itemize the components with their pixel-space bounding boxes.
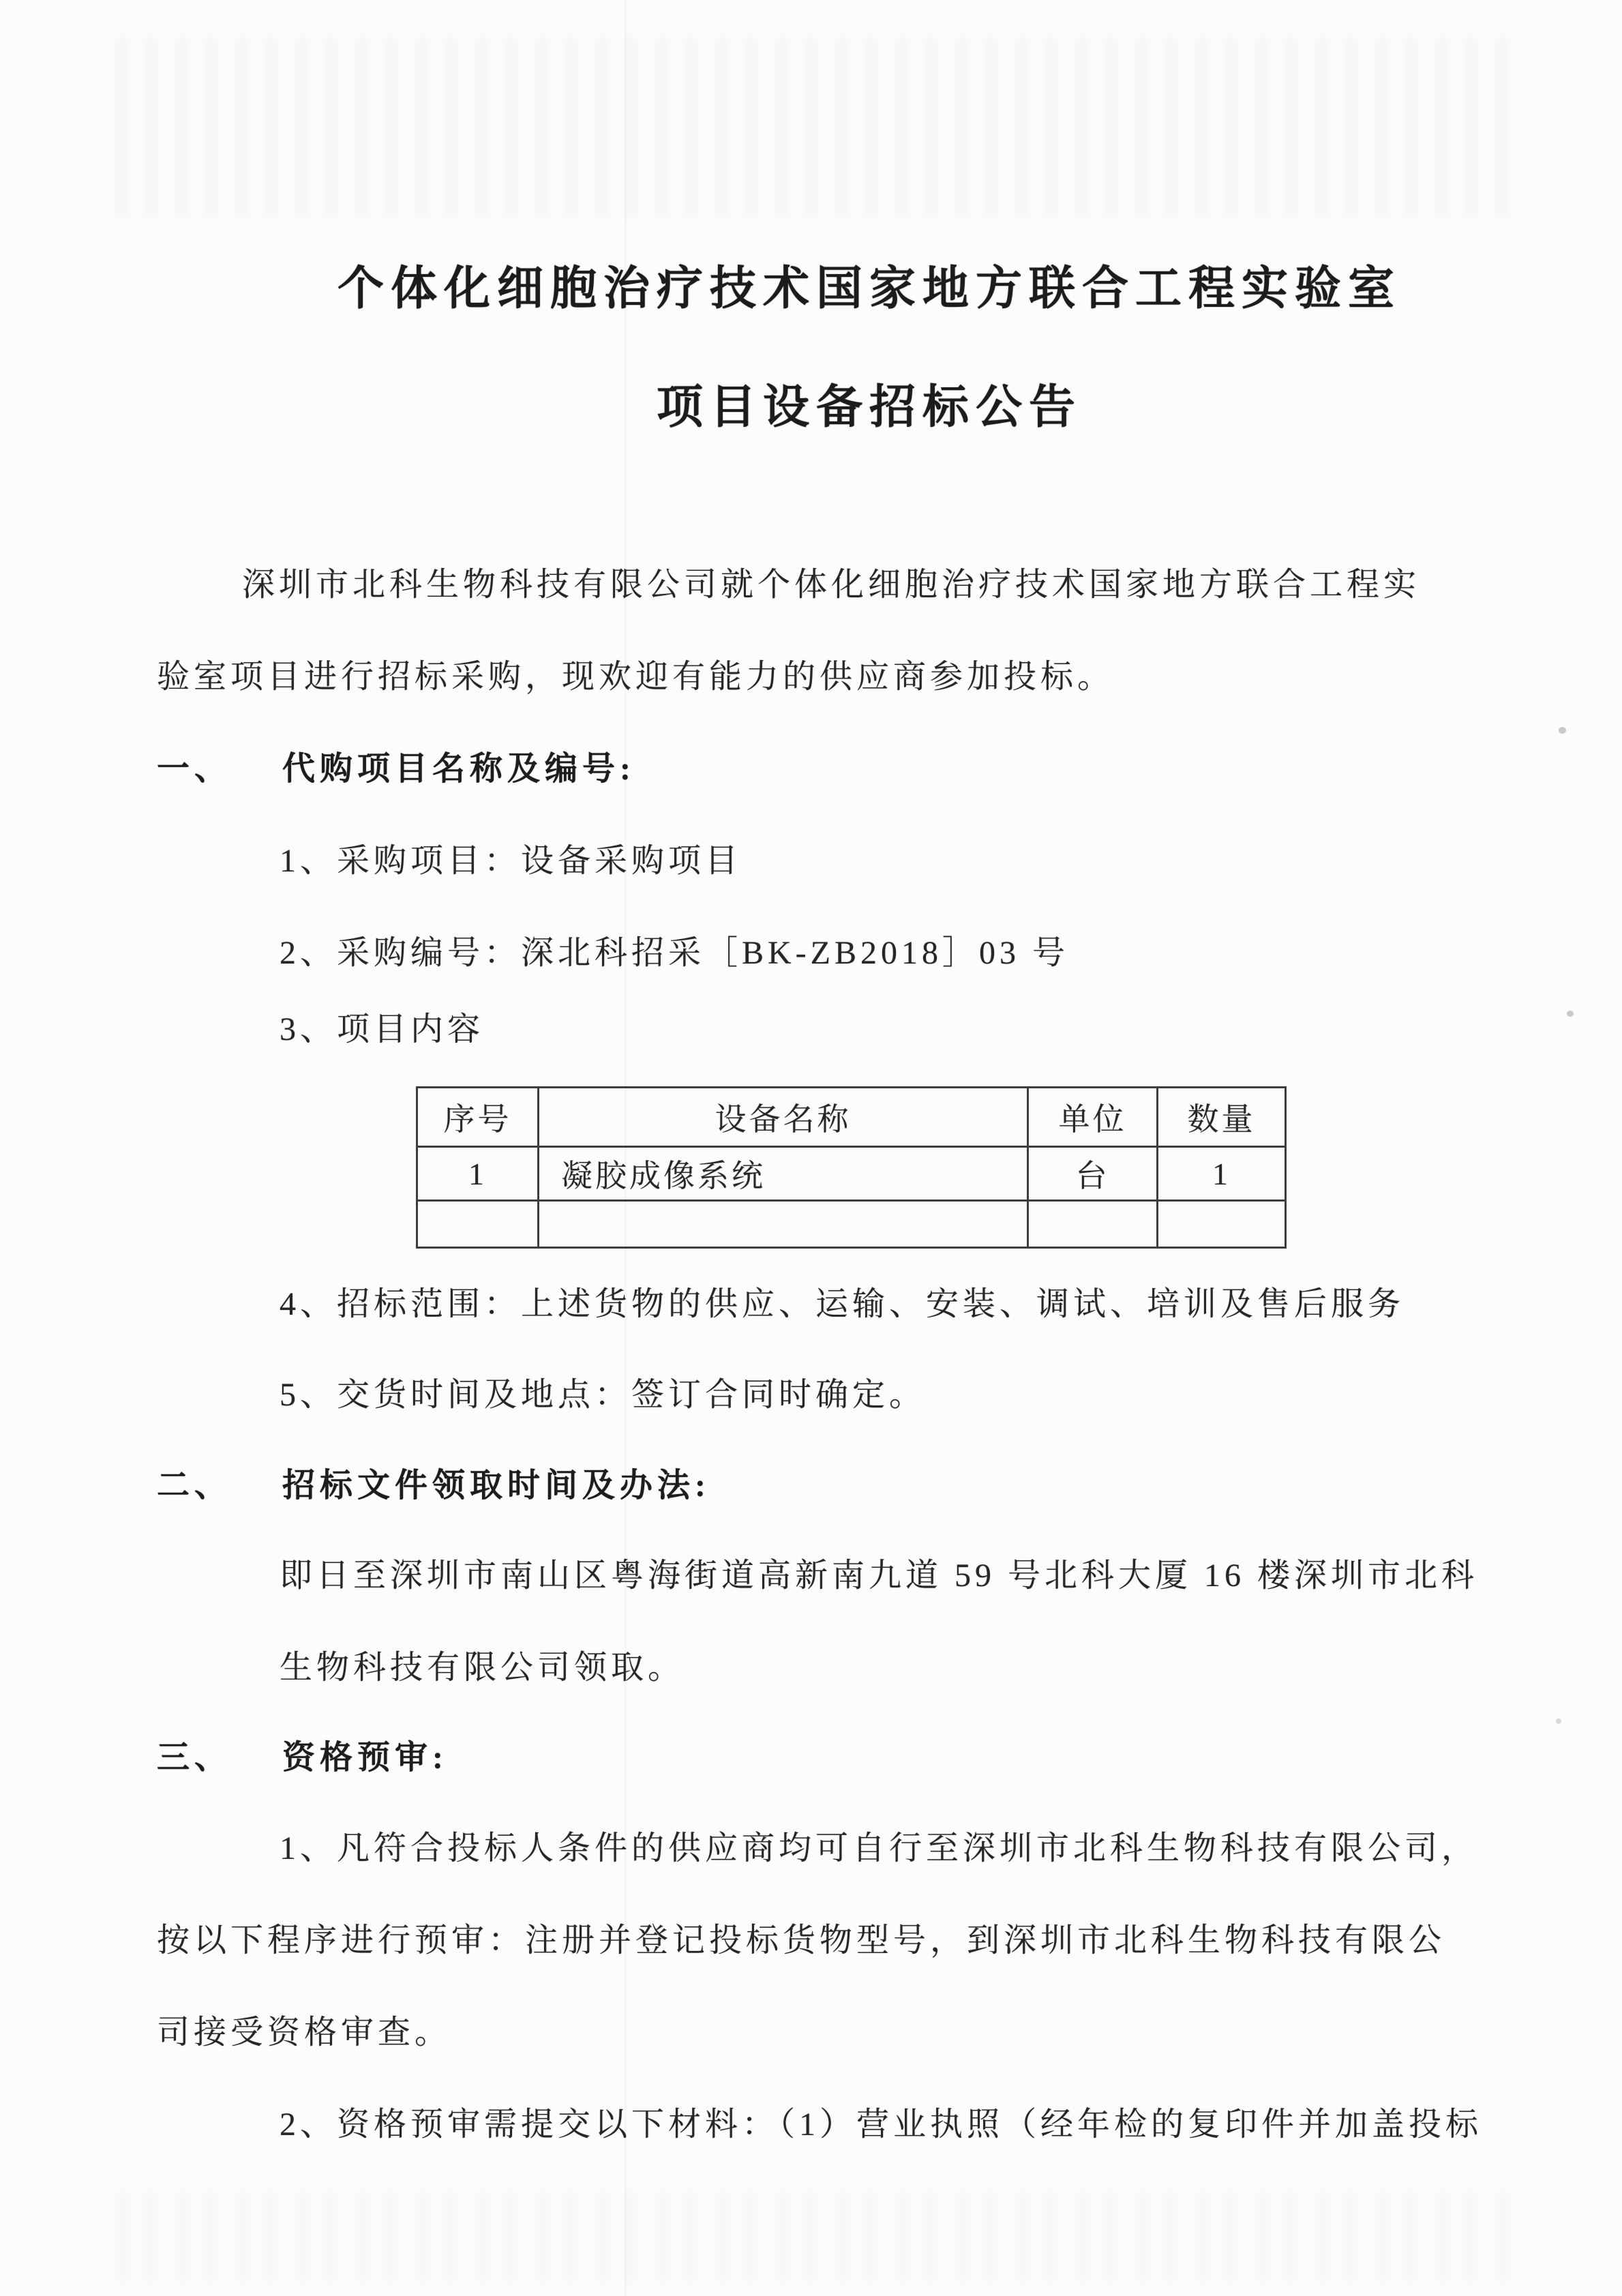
table-header-device-name: 设备名称 <box>539 1088 1028 1147</box>
table-row <box>417 1147 1286 1201</box>
section3-item2-line1: 2、资格预审需提交以下材料：（1）营业执照（经年检的复印件并加盖投标 <box>280 2106 1483 2143</box>
scan-speck <box>1556 1718 1561 1724</box>
table-header-index: 序号 <box>417 1088 539 1147</box>
page-bleed-through-artifact-top <box>116 38 1507 218</box>
cell-device-name <box>539 1201 1028 1248</box>
section1-item1: 1、采购项目：设备采购项目 <box>280 843 742 879</box>
intro-paragraph-line1: 深圳市北科生物科技有限公司就个体化细胞治疗技术国家地方联合工程实 <box>242 567 1421 603</box>
section1-number: 一、 <box>157 751 232 787</box>
section3-item1-line1: 1、凡符合投标人条件的供应商均可自行至深圳市北科生物科技有限公司， <box>280 1830 1479 1866</box>
section1-title: 代购项目名称及编号: <box>282 751 635 787</box>
document-title-line2: 项目设备招标公告 <box>656 381 1082 433</box>
section3-title: 资格预审: <box>282 1740 448 1776</box>
page-bleed-through-artifact-bottom <box>116 2192 1507 2281</box>
document-title-line1: 个体化细胞治疗技术国家地方联合工程实验室 <box>337 263 1401 314</box>
section2-paragraph-line1: 即日至深圳市南山区粤海街道高新南九道 59 号北科大厦 16 楼深圳市北科 <box>280 1557 1479 1594</box>
cell-device-name: 凝胶成像系统 <box>539 1147 1028 1201</box>
section1-item3: 3、项目内容 <box>280 1011 485 1047</box>
equipment-table <box>416 1086 1287 1249</box>
section1-item4: 4、招标范围：上述货物的供应、运输、安装、调试、培训及售后服务 <box>280 1286 1405 1322</box>
section1-item5: 5、交货时间及地点：签订合同时确定。 <box>280 1377 927 1413</box>
table-header-quantity: 数量 <box>1158 1088 1286 1147</box>
section3-item1-line2: 按以下程序进行预审：注册并登记投标货物型号，到深圳市北科生物科技有限公 <box>157 1922 1446 1958</box>
scan-speck <box>1559 727 1566 734</box>
section1-heading <box>157 719 1507 811</box>
section2-paragraph-line2: 生物科技有限公司领取。 <box>280 1650 685 1686</box>
cell-index <box>417 1201 539 1248</box>
section1-item2: 2、采购编号：深北科招采［BK-ZB2018］03 号 <box>280 935 1070 971</box>
section2-heading <box>157 1436 1507 1528</box>
cell-quantity: 1 <box>1158 1147 1286 1201</box>
cell-unit <box>1028 1201 1158 1248</box>
table-header-unit: 单位 <box>1028 1088 1158 1147</box>
equipment-table-header-row <box>417 1088 1286 1147</box>
table-row-empty <box>417 1201 1286 1248</box>
section2-title: 招标文件领取时间及办法: <box>282 1467 710 1504</box>
section2-number: 二、 <box>157 1467 232 1504</box>
section3-number: 三、 <box>157 1740 232 1776</box>
cell-unit: 台 <box>1028 1147 1158 1201</box>
intro-paragraph-line2: 验室项目进行招标采购，现欢迎有能力的供应商参加投标。 <box>157 659 1115 695</box>
section3-item1-line3: 司接受资格审查。 <box>157 2014 452 2051</box>
section3-heading <box>157 1708 1507 1800</box>
cell-index: 1 <box>417 1147 539 1201</box>
cell-quantity <box>1158 1201 1286 1248</box>
